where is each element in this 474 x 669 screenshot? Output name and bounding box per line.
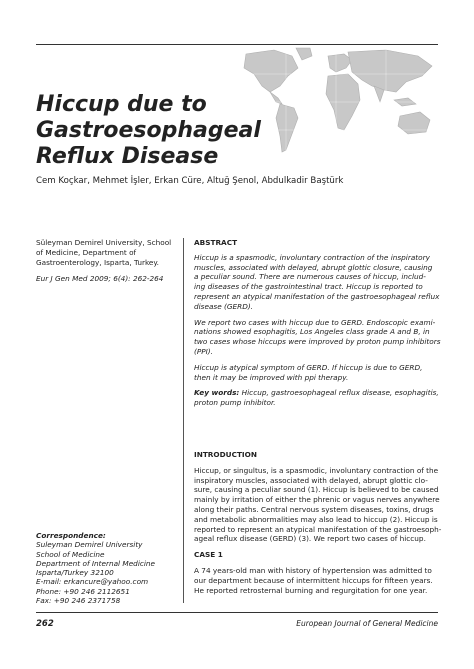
article-title — [36, 92, 366, 170]
affiliation-line: Gastroenterology, Isparta, Turkey. — [36, 258, 159, 267]
abstract-section — [194, 238, 441, 414]
body-line: Hiccup, or singultus, is a spasmodic, involuntary contraction of the — [194, 465, 439, 475]
footer-rule — [36, 612, 438, 613]
introduction-paragraph — [194, 465, 442, 544]
abstract-line: We report two cases with hiccup due to GERD. Endoscopic exami- — [194, 317, 436, 327]
correspondence-heading: Correspondence: — [36, 531, 106, 540]
abstract-paragraph-2 — [194, 317, 441, 357]
body-line: our department because of intermittent hiccups for fifteen years. — [194, 575, 433, 585]
title-line-1: Hiccup due to Gastroesophageal — [36, 92, 261, 143]
introduction-heading: INTRODUCTION — [194, 450, 257, 459]
body-line: A 74 years-old man with history of hypertension was admitted to — [194, 565, 432, 575]
author-list: Cem Koçkar, Mehmet İşler, Erkan Cüre, Altuğ Şenol, Abdulkadir Baştürk — [36, 176, 344, 186]
affiliation-line: Süleyman Demirel University, School — [36, 238, 172, 247]
correspondence-line: Department of Internal Medicine — [36, 558, 155, 568]
title-line-2: Reflux Disease — [36, 144, 219, 169]
keywords-line-1 — [194, 388, 438, 398]
correspondence-line: School of Medicine — [36, 549, 105, 559]
abstract-line: disease (GERD). — [194, 301, 253, 311]
introduction-section — [194, 450, 442, 601]
correspondence-block — [36, 531, 176, 605]
correspondence-email: E-mail: erkancure@yahoo.com — [36, 577, 149, 587]
body-line: ageal reflux disease (GERD) (3). We report two cases of hiccup. — [194, 534, 426, 544]
body-line: reported to represent an atypical manifestation of the gastroesoph- — [194, 524, 442, 534]
affiliation-block — [36, 238, 176, 284]
abstract-heading: ABSTRACT — [194, 238, 238, 247]
correspondence-fax: Fax: +90 246 2371758 — [36, 596, 121, 606]
abstract-line: a peculiar sound. There are numerous causes of hiccup, includ- — [194, 272, 426, 282]
body-line: and metabolic abnormalities may also lead to hiccup (2). Hiccup is — [194, 514, 438, 524]
correspondence-line: Isparta/Turkey 32100 — [36, 568, 114, 578]
case-paragraph — [194, 566, 438, 595]
abstract-line: (PPI). — [194, 346, 213, 356]
body-line: along their paths. Central nervous system diseases, toxins, drugs — [194, 504, 434, 514]
abstract-line: represent an atypical manifestation of the gastroesophageal reflux — [194, 291, 440, 301]
keywords-text: Hiccup, gastroesophageal reflux disease, esophagitis, — [239, 388, 439, 398]
keywords — [194, 388, 438, 408]
keywords-line-2: proton pump inhibitor. — [194, 398, 276, 408]
abstract-line: two cases whose hiccups were improved by proton pump inhibitors — [194, 337, 441, 347]
case-heading: CASE 1 — [194, 550, 223, 560]
abstract-line: then it may be improved with ppi therapy. — [194, 372, 349, 382]
body-line: He reported retrosternal burning and regurgitation for one year. — [194, 585, 428, 595]
page-number: 262 — [36, 619, 54, 629]
abstract-line: nations showed esophagitis, Los Angeles class grade A and B, in — [194, 327, 430, 337]
affiliation-line: of Medicine, Department of — [36, 248, 137, 257]
correspondence-phone: Phone: +90 246 2112651 — [36, 586, 130, 596]
journal-citation: Eur J Gen Med 2009; 6(4): 262-264 — [36, 274, 164, 283]
abstract-line: ing diseases of the gastrointestinal tract. Hiccup is reported to — [194, 282, 423, 292]
abstract-line: Hiccup is atypical symptom of GERD. If hiccup is due to GERD, — [194, 362, 423, 372]
abstract-paragraph-3 — [194, 363, 438, 383]
body-line: inspiratory muscles, associated with delayed, abrupt glottic clo- — [194, 475, 428, 485]
header-rule — [36, 44, 438, 45]
keywords-label: Key words: — [194, 388, 240, 398]
body-line: mainly by irritation of either the phrenic or vagus nerves anywhere — [194, 495, 440, 505]
journal-name: European Journal of General Medicine — [296, 619, 438, 628]
correspondence-line: Suleyman Demirel University — [36, 540, 143, 550]
abstract-line: muscles, associated with delayed, abrupt glottic closure, causing — [194, 262, 433, 272]
column-divider — [183, 238, 184, 603]
abstract-line: Hiccup is a spasmodic, involuntary contraction of the inspiratory — [194, 252, 430, 262]
abstract-paragraph-1 — [194, 253, 438, 312]
body-line: sure, causing a peculiar sound (1). Hiccup is believed to be caused — [194, 485, 439, 495]
